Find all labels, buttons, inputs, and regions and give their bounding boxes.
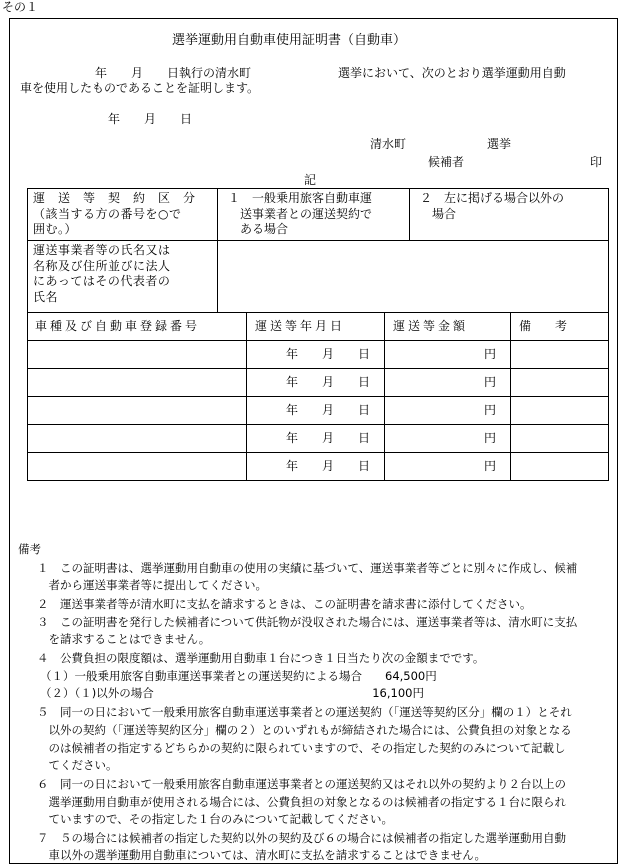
col-header-date: 運送等年月日: [255, 319, 346, 333]
notes-heading: 備考: [18, 542, 41, 556]
note-line: （１）一般乗用旅客自動車運送事業者との運送契約による場合 64,500円: [40, 669, 437, 683]
intro-line2: 車を使用したものであることを証明します。: [20, 81, 260, 95]
operator-name-label: 運送事業者等の氏名又は 名称及び住所並びに法人 にあってはその代表者の 氏名: [33, 243, 171, 304]
row-date[interactable]: 年 月 日: [286, 347, 371, 361]
row-date[interactable]: 年 月 日: [286, 431, 371, 445]
note-line: ５ 同一の日において一般乗用旅客自動車運送事業者との運送契約（｢運送等契約区分」欄の１）とそれ: [37, 705, 572, 719]
note-line: のは候補者の指定するどちらかの契約に限られていますので、その指定した契約のみについて記載し: [37, 741, 566, 755]
row-date[interactable]: 年 月 日: [286, 403, 371, 417]
document-title: 選挙運動用自動車使用証明書（自動車）: [172, 33, 407, 48]
row-amount[interactable]: 円: [484, 375, 497, 389]
operator-name-field[interactable]: [218, 241, 608, 312]
note-line: ３ この証明書を発行した候補者について供託物が没収された場合には、運送事業者等は、清水町に支払: [37, 615, 578, 629]
intro-date-town: 年 月 日執行の清水町: [95, 66, 252, 80]
contract-option-1[interactable]: １ 一般乗用旅客自動車運 送事業者との運送契約で ある場合: [228, 191, 373, 237]
signature-election: 選挙: [487, 137, 512, 151]
note-line: ７ ５の場合には候補者の指定した契約以外の契約及び６の場合には候補者の指定した選挙運動用自動: [37, 831, 566, 845]
signature-town: 清水町: [370, 137, 407, 151]
row-date[interactable]: 年 月 日: [286, 375, 371, 389]
ki-label: 記: [304, 173, 317, 187]
note-line: ていますので、その指定した１台のみについて記載してください。: [37, 812, 394, 826]
seal-mark: 印: [590, 155, 603, 169]
note-line: 選挙運動用自動車が使用される場合には、公費負担の対象となるのは候補者の指定する１台に限られ: [37, 795, 566, 809]
note-line: ６ 同一の日において一般乗用旅客自動車運送事業者との運送契約又はそれ以外の契約より２台以上の: [37, 777, 566, 791]
issue-date: 年 月 日: [108, 112, 193, 126]
note-line: 以外の契約（｢運送等契約区分」欄の２）とのいずれもが締結された場合には、公費負担の対象となる: [37, 723, 572, 737]
note-line: 者から運送事業者等に提出してください。: [37, 578, 267, 592]
row-amount[interactable]: 円: [484, 347, 497, 361]
form-number: その１: [2, 0, 39, 14]
signature-candidate: 候補者: [428, 155, 465, 169]
col-header-amount: 運送等金額: [393, 319, 469, 333]
row-date[interactable]: 年 月 日: [286, 459, 371, 473]
col-header-remarks: 備 考: [519, 319, 568, 333]
row-amount[interactable]: 円: [484, 403, 497, 417]
contract-type-label: 運 送 等 契 約 区 分 （該当する方の番号を○で 囲む。）: [33, 191, 196, 237]
note-line: （２）（１)以外の場合 16,100円: [40, 686, 424, 700]
row-amount[interactable]: 円: [484, 431, 497, 445]
col-header-vehicle: 車種及び自動車登録番号: [35, 319, 201, 333]
note-line: ４ 公費負担の限度額は、選挙運動用自動車１台につき１日当たり次の金額までです。: [37, 651, 485, 665]
intro-election-text: 選挙において、次のとおり選挙運動用自動: [338, 66, 566, 80]
note-line: １ この証明書は、選挙運動用自動車の使用の実績に基づいて、運送事業者等ごとに別々に作成し、候補: [37, 561, 578, 575]
note-line: てください。: [37, 758, 118, 772]
note-line: ２ 運送事業者等が清水町に支払を請求するときは、この証明書を請求書に添付してください。: [37, 597, 532, 611]
note-line: を請求することはできません。: [37, 632, 211, 646]
note-line: 車以外の選挙運動用自動車については、清水町に支払を請求することはできません。: [37, 848, 486, 862]
contract-option-2[interactable]: ２ 左に掲げる場合以外の 場合: [420, 191, 565, 221]
row-amount[interactable]: 円: [484, 459, 497, 473]
